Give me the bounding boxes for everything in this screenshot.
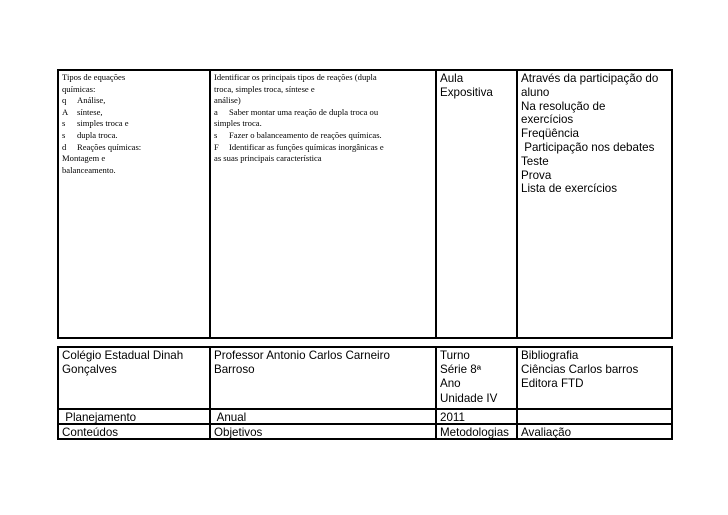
text-line: Lista de exercícios — [521, 182, 618, 196]
text-line: análise) — [214, 95, 241, 106]
text-line: Através da participação do — [521, 72, 659, 85]
text-line: Expositiva — [440, 85, 493, 99]
text-line: Participação nos debates — [521, 140, 655, 154]
text-line: as suas principais característica — [214, 153, 322, 164]
planning-blank — [517, 409, 672, 424]
text-line: Editora FTD — [521, 377, 584, 391]
text-line: Ciências Carlos barros — [521, 363, 639, 377]
bullet-marker: s — [214, 129, 218, 140]
text-line: balanceamento. — [62, 164, 116, 175]
bullet-text: Análise, — [77, 95, 106, 106]
text-line: Unidade IV — [440, 391, 498, 405]
bullet-marker: d — [62, 141, 67, 152]
text-line: simples troca. — [214, 118, 262, 129]
text-line: Ano — [440, 377, 461, 391]
text-line: Freqüência — [521, 127, 580, 141]
text-line: Bibliografia — [521, 349, 579, 362]
text-line — [62, 107, 206, 119]
bullet-marker: q — [62, 95, 67, 106]
text-line: Professor Antonio Carlos Carneiro — [214, 349, 390, 362]
class-info — [436, 347, 517, 409]
bullet-marker: a — [214, 106, 218, 117]
header-info-table — [57, 346, 673, 440]
text-line — [62, 118, 206, 130]
planning-row — [58, 409, 672, 424]
col-header-objectives: Objetivos — [210, 424, 436, 439]
text-line — [62, 130, 206, 142]
bibliography — [517, 347, 672, 409]
text-line: Aula — [440, 72, 464, 85]
text-line: exercícios — [521, 113, 574, 127]
bullet-text: Fazer o balanceamento de reações químicas. — [229, 129, 382, 140]
text-line: Na resolução de — [521, 99, 606, 113]
text-line: Colégio Estadual Dinah — [62, 349, 184, 362]
planning-year: 2011 — [436, 409, 517, 424]
text-line: químicas: — [62, 83, 96, 94]
bullet-marker: A — [62, 106, 69, 117]
content-plan-table — [57, 69, 673, 339]
text-line: troca, simples troca, síntese e — [214, 83, 315, 94]
text-line: Série 8ª — [440, 363, 482, 377]
text-line — [62, 142, 206, 154]
text-line: Tipos de equações — [62, 72, 126, 82]
col-header-contents: Conteúdos — [58, 424, 210, 439]
bullet-text: Saber montar uma reação de dupla troca ou — [229, 106, 379, 117]
bullet-text: síntese, — [77, 106, 103, 117]
column-headers-row — [58, 424, 672, 439]
bullet-marker: s — [62, 118, 66, 129]
text-line — [214, 107, 432, 119]
text-line: Montagem e — [62, 153, 106, 164]
contents-cell — [58, 70, 210, 338]
text-line: Prova — [521, 168, 552, 182]
col-header-evaluation: Avaliação — [517, 424, 672, 439]
bullet-text: dupla troca. — [77, 129, 118, 140]
text-line: Gonçalves — [62, 363, 117, 377]
text-line: Barroso — [214, 363, 255, 377]
objectives-cell — [210, 70, 436, 338]
text-line — [62, 95, 206, 107]
text-line: Turno — [440, 349, 470, 362]
bullet-text: Reações químicas: — [77, 141, 142, 152]
content-plan-row — [58, 70, 672, 338]
school-name — [58, 347, 210, 409]
planning-label: Planejamento — [58, 409, 210, 424]
bullet-marker: s — [62, 129, 66, 140]
methodology-cell — [436, 70, 517, 338]
bullet-text: simples troca e — [77, 118, 129, 129]
text-line: aluno — [521, 85, 550, 99]
school-info-row — [58, 347, 672, 409]
text-line — [214, 130, 432, 142]
text-line: Teste — [521, 154, 549, 168]
bullet-marker: F — [214, 141, 219, 152]
text-line — [214, 142, 432, 154]
text-line: Identificar os principais tipos de reações (dupla — [214, 72, 377, 82]
col-header-methodologies: Metodologias — [436, 424, 517, 439]
evaluation-cell — [517, 70, 672, 338]
teacher-name — [210, 347, 436, 409]
bullet-text: Identificar as funções químicas inorgânicas e — [229, 141, 384, 152]
planning-value: Anual — [210, 409, 436, 424]
